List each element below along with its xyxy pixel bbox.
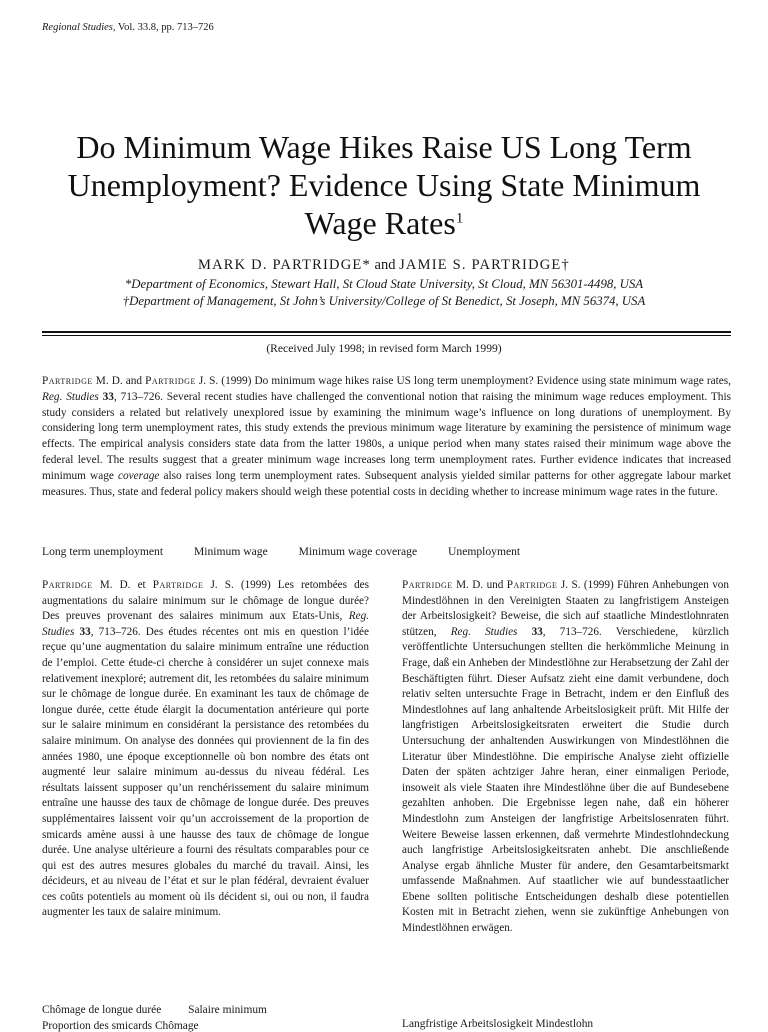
title-footnote-mark: 1 xyxy=(455,210,464,227)
de-text-a: M. D. und xyxy=(452,579,507,591)
german-abstract xyxy=(402,578,729,937)
abstract-text-d: also raises long term unemployment rates. Subsequent analysis yielded similar patterns for other aggregate labour market measures. Thus, state and federal policy makers should weigh these potential costs in deciding whether to increase minimum wage rates in the future. xyxy=(42,469,731,498)
abstract-author-b: Partridge xyxy=(145,375,196,387)
affiliation-2: †Department of Management, St John’s University/College of St Benedict, St Joseph, MN 56374, USA xyxy=(122,294,646,308)
keywords-german: Langfristige Arbeitslosigkeit Mindestlohn xyxy=(402,1018,594,1030)
keyword: Long term unemployment xyxy=(42,545,164,558)
keyword-fr: Salaire minimum xyxy=(188,1004,267,1016)
keywords-french xyxy=(42,1004,291,1016)
header-rule-thin xyxy=(42,335,731,336)
fr-text-b: J. S. (1999) Les retombées des augmentations du salaire minimum sur le chômage de longue durée? Des preuves provenant des salaires minimum aux Etats-Unis, xyxy=(42,579,369,623)
fr-volume: 33 xyxy=(74,625,91,638)
de-text-c: , 713–726. Verschiedene, kürzlich veröffentlichte Untersuchungen stellten die herkömmliche Meinung in Frage, daß ein Anheben der Mindestlöhne zur Herabsetzung der Zahl der Beschäftigten führt. Dieser Aufsatz zieht eine damit verbundene, doch relativ selten untersuchte Frage in Betracht, indem er den Einfluß des Mindestlohnes auf lang anhaltende Arbeitslosigkeit prüft. Mit Hilfe der langfristigen Arbeitslosigkeitsraten erweitert die Studie durch Untersuchung der anhaltenden Auswirkungen von Mindestlöhnen die Literatur über Mindestlöhne. Die empirische Analyse zieht offizielle Daten der späten achtziger Jahre heran, einer einmaligen Periode, insoweit als viele Staaten ihre Mindestlöhne über die auf Bundesebene gezahlten anhoben. Die Ergebnisse legen nahe, daß ein höherer Mindestlohn zum Ansteigen der langfristige Arbeitslosenraten führt. Weitere Beweise lassen erkennen, daß vermehrte Mindestlohndeckung auch langfristige Arbeitslosigkeitsraten anhebt. Die anschließende Analyse ergab ähnliche Muster für andere, den Gesamtarbeitsmarkt umfassende Maßnahmen. Auf staatlicher wie auf bundesstaatlicher Ebene sollten politische Entscheidungen deshalb diese potentiellen Kosten mit in Betracht ziehen, wenn sie zukünftige Anhebungen von Mindestlöhnen erwägen. xyxy=(402,625,729,935)
keyword: Unemployment xyxy=(448,545,521,558)
fr-journal: Reg. Studies xyxy=(42,610,369,638)
de-volume: 33 xyxy=(517,625,543,638)
affiliation-1: *Department of Economics, Stewart Hall, St Cloud State University, St Cloud, MN 56301-4498, USA xyxy=(124,277,644,291)
keyword-fr: Chômage de longue durée xyxy=(42,1004,162,1016)
author-line xyxy=(0,257,768,274)
de-text-b: J. S. (1999) Führen Anhebungen von Mindestlöhnen in den Vereinigten Staaten zu langfristigem Ansteigen der Arbeitslosigkeit? Beweise, die sich auf staatliche Mindestlohnraten stützen, xyxy=(402,579,729,638)
keywords-french-line2: Proportion des smicards Chômage xyxy=(42,1020,199,1032)
keywords-english xyxy=(42,545,548,558)
article-title-text: Do Minimum Wage Hikes Raise US Long Term Unemployment? Evidence Using State Minimum Wage Rates xyxy=(67,129,701,241)
journal-volume-pages: Vol. 33.8, pp. 713–726 xyxy=(115,22,214,33)
abstract-text-a: M. D. and xyxy=(92,375,146,387)
header-rule-thick xyxy=(42,331,731,333)
abstract-volume: 33 xyxy=(98,390,114,403)
abstract-emphasis: coverage xyxy=(117,469,160,482)
fr-text-a: M. D. et xyxy=(92,579,153,591)
received-dates: (Received July 1998; in revised form March 1999) xyxy=(266,342,502,355)
keyword: Minimum wage xyxy=(193,545,268,558)
fr-author-b: Partridge xyxy=(152,579,204,591)
french-abstract xyxy=(42,578,369,921)
author-joiner: and xyxy=(370,257,400,273)
keyword: Minimum wage coverage xyxy=(298,545,418,558)
article-title xyxy=(30,128,738,242)
journal-citation xyxy=(42,22,214,33)
abstract-author-a: Partridge xyxy=(42,375,93,387)
english-abstract xyxy=(42,374,731,500)
fr-text-c: , 713–726. Des études récentes ont mis en question l’idée reçue qu’une augmentation du salaire minimum entraîne une réduction de l’emploi. Cette étude-ci cherche à considérer un sujet connexe mais relativement inexploré; autrement dit, les retombées du salaire minimum sur le chômage de longue durée. En examinant les taux de chômage de longue durée, cette étude élargit la documentation antérieure qui porte sur le salaire minimum en considérant la persistance des retombées du salaire minimum. On analyse des données qui proviennent de la fin des années 1980, une époque exceptionnelle où bon nombre des états ont augmenté leur salaire minimum au-dessus du niveau fédéral. Les résultats laissent supposer qu’un renchérissement du salaire minimum entraîne une hausse des taux de chômage de longue durée. Des preuves supplémentaires laissent voir qu’un accroissement de la proportion de smicards amène aussi à une hausse des taux de chômage de longue durée. Une analyse ultérieure a fourni des résultats comparables pour ce qui est des autres mesures globales du marché du travail. Ainsi, les décideurs, et au niveau de l’état et sur le plan fédéral, devraient évaluer ces coûts potentiels au moment où ils décident si, oui ou non, il faudra augmenter les taux de salaire minimum. xyxy=(42,625,369,919)
author-2: JAMIE S. PARTRIDGE† xyxy=(399,257,570,273)
de-author-b: Partridge xyxy=(506,579,558,591)
author-1: MARK D. PARTRIDGE* xyxy=(198,257,371,273)
abstract-journal: Reg. Studies xyxy=(42,390,99,403)
journal-name: Regional Studies, xyxy=(42,22,116,33)
abstract-text-c: , 713–726. Several recent studies have challenged the conventional notion that raising the minimum wage reduces employment. This study considers a related but relatively unexplored issue by examining the minimum wage’s influence on long durations of unemployment. By considering long term unemployment rates, this study extends the previous minimum wage literature by examining the persistence of minimum wage effects. The empirical analysis considers state data from the latter 1980s, a unique period when many states raised their minimum wage above the federal level. The results suggest that a greater minimum wage increases long term unemployment rates. Further evidence indicates that increased minimum wage xyxy=(42,390,731,482)
abstract-text-b: J. S. (1999) Do minimum wage hikes raise US long term unemployment? Evidence using state minimum wage rates, xyxy=(195,375,731,387)
fr-author-a: Partridge xyxy=(42,579,93,591)
de-journal: Reg. Studies xyxy=(450,625,518,638)
de-author-a: Partridge xyxy=(402,579,453,591)
